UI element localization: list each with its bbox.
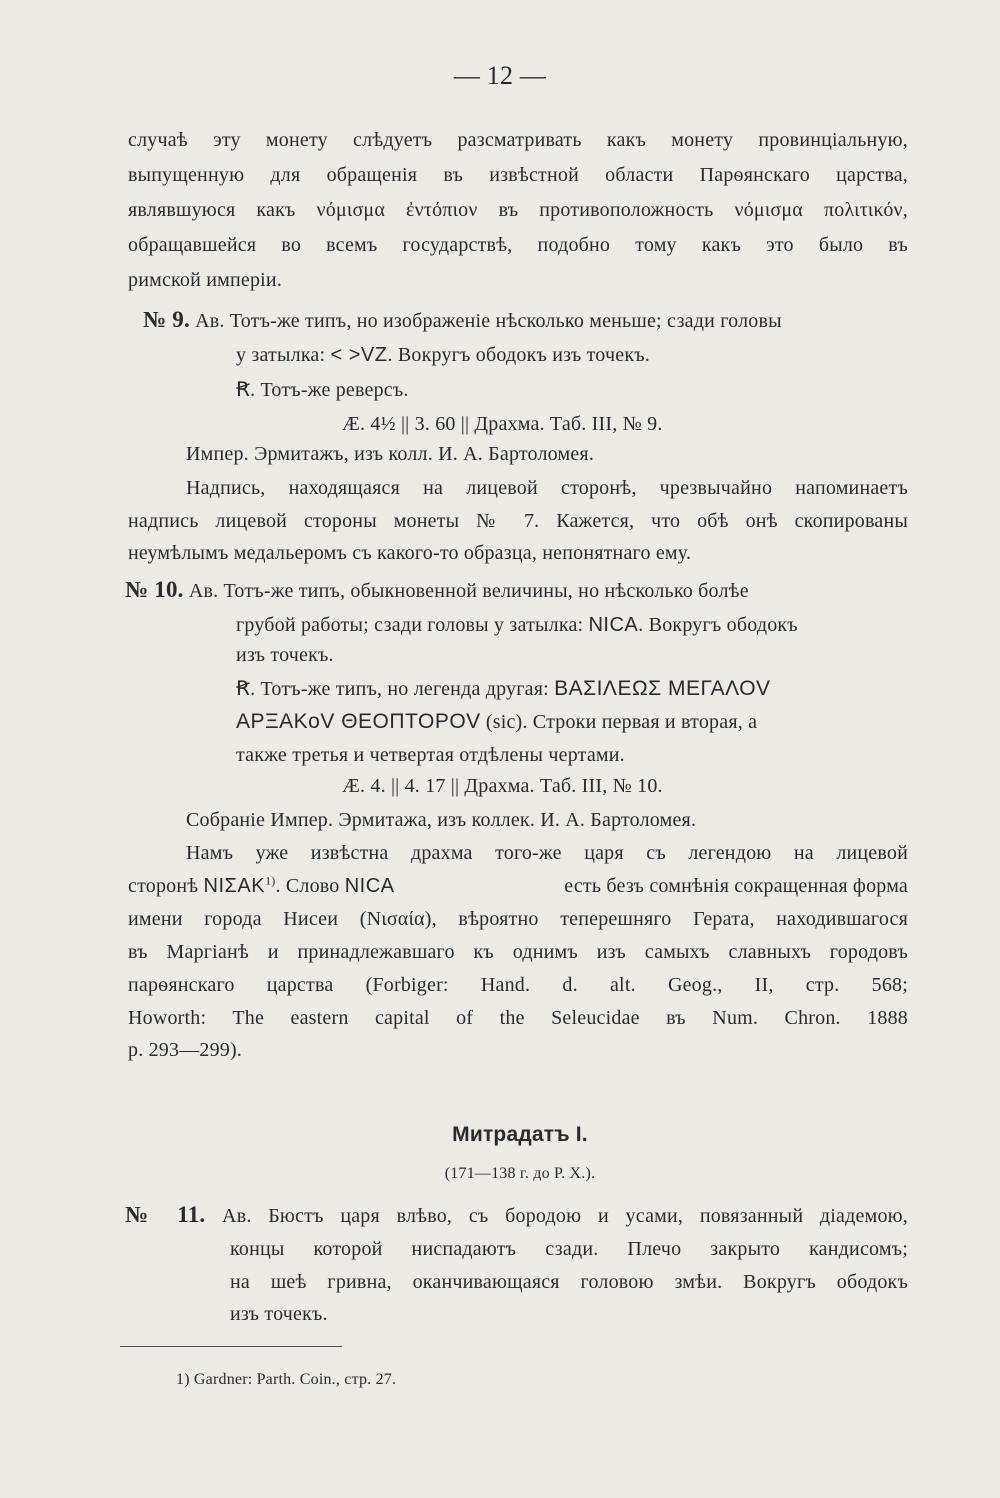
entry-9-collection: Импер. Эрмитажъ, изъ колл. И. А. Бартоломея. xyxy=(186,443,595,465)
legend-text: NICA xyxy=(588,614,639,636)
entry-number: № 10. xyxy=(125,577,184,602)
entry-number: № 11. xyxy=(125,1202,206,1227)
text-line: p. 293—299). xyxy=(128,1039,243,1061)
entry-10-line: грубой работы; сзади головы у затылка: NICA. Вокругъ ободокъ xyxy=(236,614,798,636)
entry-11-line: изъ точекъ. xyxy=(230,1303,328,1325)
entry-10-reverse: Ꞧ. Тотъ-же типъ, но легенда другая: ΒΑΣΙΛΕΩΣ ΜΕΓΑΛΟV xyxy=(236,677,771,700)
section-dates: (171—138 г. до Р. Х.). xyxy=(444,1165,596,1182)
entry-10-heading xyxy=(125,576,749,605)
entry-11-line: концы которой ниспадаютъ сзади. Плечо закрыто кандисомъ; xyxy=(230,1238,908,1260)
entry-10-line: ΑΡΞΑΚoV ΘΕΟΠΤΟΡΟV (sic). Строки первая и вторая, а xyxy=(236,710,758,733)
entry-10-line: также третья и четвертая отдѣлены чертами. xyxy=(236,744,625,766)
entry-line: Ав. Бюстъ царя влѣво, съ бородою и усами, повязанный діадемою, xyxy=(222,1205,908,1227)
text-line: въ Маргіанѣ и принадлежавшаго къ однимъ изъ самыхъ славныхъ городовъ xyxy=(128,941,908,963)
section-heading: Митрадатъ I. xyxy=(452,1123,588,1146)
legend-text: ΒΑΣΙΛΕΩΣ ΜΕΓΑΛΟV xyxy=(554,677,771,700)
entry-line: Ав. Тотъ-же типъ, обыкновенной величины, но нѣсколько болѣе xyxy=(188,580,749,602)
text-line: обращавшейся во всемъ государствѣ, подобно тому какъ это было въ xyxy=(128,234,908,256)
entry-10-metrics: Æ. 4. || 4. 17 || Драхма. Таб. III, № 10. xyxy=(342,775,663,797)
text-line: имени города Нисеи (Νισαία), вѣроятно теперешняго Герата, находившагося xyxy=(128,908,908,930)
entry-line: Ав. Тотъ-же типъ, но изображеніе нѣсколько меньше; сзади головы xyxy=(195,310,782,332)
text-line: сторонѣ NIΣAK$^{1)}$. Слово NICA есть безъ сомнѣнія сокращенная форма xyxy=(128,873,908,897)
legend-text: NIΣAK xyxy=(203,875,266,897)
legend-text: ΑΡΞΑΚoV ΘΕΟΠΤΟΡΟV xyxy=(236,710,481,733)
text-line: Намъ уже извѣстна драхма того-же царя съ легендою на лицевой xyxy=(186,842,908,864)
entry-10-line: изъ точекъ. xyxy=(236,644,334,666)
text-line: парѳянскаго царства (Forbiger: Hand. d. alt. Geog., II, стр. 568; xyxy=(128,974,908,996)
text-line: надпись лицевой стороны монеты № 7. Кажется, что обѣ онѣ скопированы xyxy=(128,510,908,532)
page-number: — 12 — xyxy=(453,61,547,90)
entry-number: № 9. xyxy=(143,307,190,332)
legend-text: NICA xyxy=(344,875,395,897)
entry-9-metrics: Æ. 4½ || 3. 60 || Драхма. Таб. III, № 9. xyxy=(342,413,663,435)
footnote: 1) Gardner: Parth. Coin., стр. 27. xyxy=(176,1371,397,1388)
entry-10-collection: Собраніе Импер. Эрмитажа, изъ коллек. И. А. Бартоломея. xyxy=(186,809,697,831)
footnote-rule xyxy=(120,1346,342,1347)
text-line: являвшуюся какъ νόμισμα ἐντόπιον въ противоположность νόμισμα πολιτικόν, xyxy=(128,199,908,221)
text-line: Надпись, находящаяся на лицевой сторонѣ, чрезвычайно напоминаетъ xyxy=(186,477,908,499)
legend-text: < >VZ xyxy=(330,344,388,366)
entry-9-line: у затылка: < >VZ. Вокругъ ободокъ изъ точекъ. xyxy=(236,344,650,366)
entry-9-reverse: Ꞧ. Тотъ-же реверсъ. xyxy=(236,379,409,401)
text-line: римской имперіи. xyxy=(128,269,283,291)
text-line: выпущенную для обращенія въ извѣстной области Парѳянскаго царства, xyxy=(128,164,908,186)
entry-11-line: на шеѣ гривна, оканчивающаяся головою змѣи. Вокругъ ободокъ xyxy=(230,1271,908,1293)
text-line: случаѣ эту монету слѣдуетъ разсматривать какъ монету провинціальную, xyxy=(128,129,908,151)
entry-11-heading xyxy=(125,1201,908,1230)
text-line: Howorth: The eastern capital of the Seleucidae въ Num. Chron. 1888 xyxy=(128,1007,908,1029)
text-line: неумѣлымъ медальеромъ съ какого-то образца, непонятнаго ему. xyxy=(128,542,692,564)
entry-9-heading xyxy=(143,306,782,335)
footnote-marker: 1) xyxy=(265,873,276,888)
